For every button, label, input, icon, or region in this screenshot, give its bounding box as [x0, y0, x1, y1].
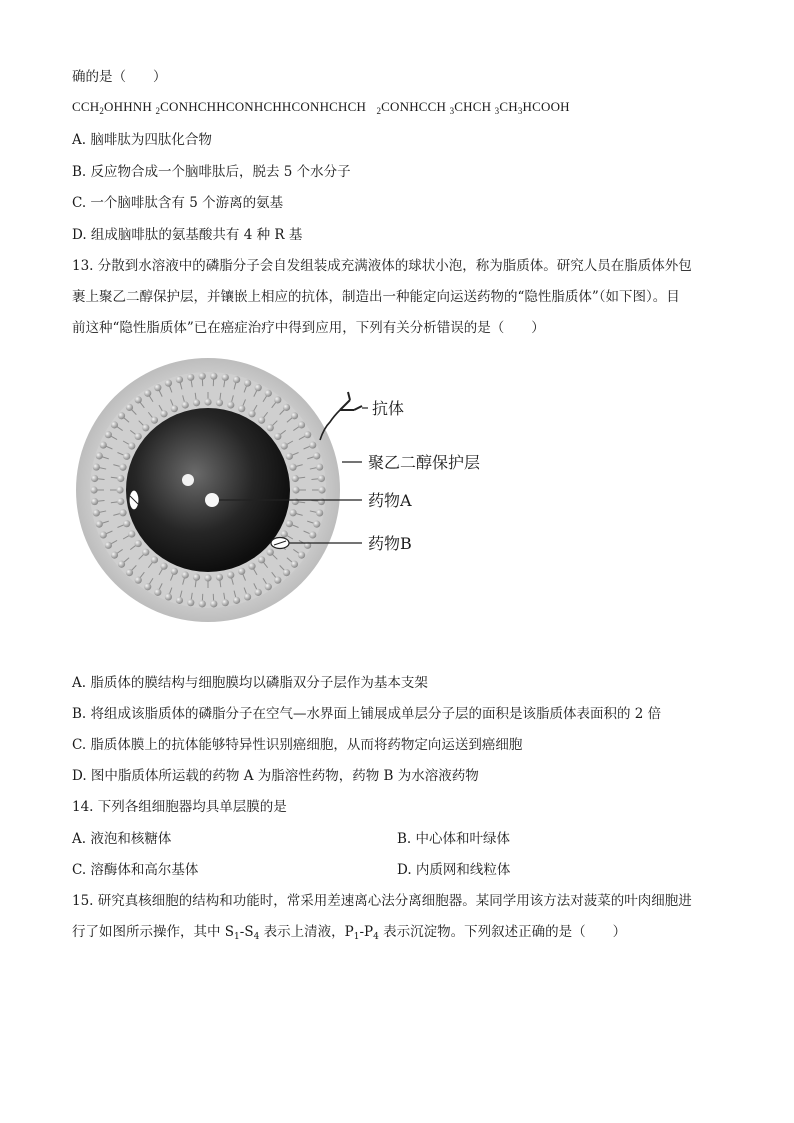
- lipid-head: [227, 401, 234, 408]
- q14-stem: 14. 下列各组细胞器均具单层膜的是: [72, 799, 287, 815]
- q12-stem-tail: 确的是（ ）: [72, 69, 167, 85]
- label-antibody: 抗体: [372, 399, 405, 418]
- lipid-head: [96, 452, 103, 459]
- lipid-head: [233, 376, 240, 383]
- lipid-head: [248, 563, 255, 570]
- lipid-head: [165, 593, 172, 600]
- lipid-head: [204, 398, 211, 405]
- lipid-head: [117, 475, 124, 482]
- lipid-head: [135, 396, 142, 403]
- lipid-head: [309, 441, 316, 448]
- label-peg-layer: 聚乙二醇保护层: [368, 453, 481, 472]
- aqueous-core: [126, 408, 290, 572]
- lipid-head: [126, 404, 133, 411]
- lipid-head: [123, 453, 130, 460]
- q14-option-d: D. 内质网和线粒体: [397, 862, 511, 878]
- lipid-head: [199, 373, 206, 380]
- lipid-head: [265, 583, 272, 590]
- lipid-head: [291, 561, 298, 568]
- q13-stem-line2: 裹上聚乙二醇保护层，并镶嵌上相应的抗体，制造出一种能定向运送药物的“隐性脂质体”（如下图）。目: [72, 289, 680, 305]
- lipid-head: [281, 530, 288, 537]
- lipid-head: [267, 424, 274, 431]
- lipid-head: [128, 442, 135, 449]
- lipid-head: [100, 441, 107, 448]
- lipid-head: [91, 475, 98, 482]
- lipid-head: [255, 384, 262, 391]
- lipid-head: [286, 453, 293, 460]
- q12-formula: $CCH_2OHHNH$ $_2$CONHCHHCONHCHHCONHCHCH $_2$CONHCCH $_3$CHCH $_3CH_3HCOOH$: [72, 99, 570, 116]
- lipid-head: [289, 509, 296, 516]
- lipid-head: [248, 410, 255, 417]
- lipid-head: [274, 433, 281, 440]
- q14-option-c: C. 溶酶体和高尔基体: [72, 862, 199, 878]
- lipid-head: [244, 379, 251, 386]
- lipid-head: [176, 376, 183, 383]
- lipid-head: [283, 569, 290, 576]
- lipid-head: [318, 498, 325, 505]
- lipid-head: [100, 531, 107, 538]
- lipid-head: [135, 577, 142, 584]
- lipid-head: [255, 589, 262, 596]
- lipid-head: [292, 475, 299, 482]
- lipid-head: [119, 509, 126, 516]
- lipid-head: [105, 431, 112, 438]
- lipid-head: [171, 568, 178, 575]
- lipid-head: [123, 520, 130, 527]
- lipid-head: [309, 531, 316, 538]
- lipid-head: [171, 405, 178, 412]
- liposome-figure: [72, 350, 532, 640]
- lipid-head: [90, 486, 97, 493]
- q12-option-a: A. 脑啡肽为四肽化合物: [72, 132, 212, 148]
- lipid-head: [193, 574, 200, 581]
- drug-b-particle: [129, 490, 139, 510]
- lipid-head: [187, 599, 194, 606]
- lipid-head: [199, 600, 206, 607]
- lipid-head: [117, 498, 124, 505]
- lipid-head: [187, 374, 194, 381]
- lipid-head: [182, 401, 189, 408]
- lipid-head: [142, 424, 149, 431]
- lipid-head: [304, 431, 311, 438]
- lipid-head: [165, 379, 172, 386]
- lipid-head: [93, 463, 100, 470]
- lipid-head: [193, 399, 200, 406]
- lipid-head: [318, 486, 325, 493]
- q13-option-a: A. 脂质体的膜结构与细胞膜均以磷脂双分子层作为基本支架: [72, 675, 428, 691]
- q15-stem-line1: 15. 研究真核细胞的结构和功能时，常采用差速离心法分离细胞器。某同学用该方法对菠菜的叶肉细胞进: [72, 893, 692, 909]
- lipid-head: [151, 417, 158, 424]
- q12-option-d: D. 组成脑啡肽的氨基酸共有 4 种 R 基: [72, 227, 303, 243]
- lipid-head: [160, 410, 167, 417]
- lipid-head: [222, 374, 229, 381]
- lipid-head: [210, 373, 217, 380]
- lipid-head: [182, 571, 189, 578]
- lipid-head: [289, 464, 296, 471]
- lipid-head: [298, 421, 305, 428]
- lipid-head: [227, 571, 234, 578]
- drug-a-particle: [205, 493, 219, 507]
- lipid-head: [93, 509, 100, 516]
- lipid-head: [313, 452, 320, 459]
- q14-option-a: A. 液泡和核糖体: [72, 831, 172, 847]
- lipid-head: [238, 568, 245, 575]
- lipid-head: [154, 384, 161, 391]
- lipid-head: [298, 552, 305, 559]
- lipid-head: [119, 464, 126, 471]
- q12-option-c: C. 一个脑啡肽含有 5 个游离的氨基: [72, 195, 284, 211]
- lipid-head: [316, 509, 323, 516]
- lipid-head: [210, 600, 217, 607]
- lipid-head: [286, 520, 293, 527]
- lipid-head: [144, 390, 151, 397]
- lipid-head: [216, 399, 223, 406]
- lipid-head: [111, 552, 118, 559]
- lipid-head: [316, 463, 323, 470]
- lipid-head: [318, 475, 325, 482]
- q12-option-b: B. 反应物合成一个脑啡肽后，脱去 5 个水分子: [72, 164, 351, 180]
- lipid-head: [313, 521, 320, 528]
- lipid-head: [244, 593, 251, 600]
- lipid-head: [135, 540, 142, 547]
- lipid-head: [238, 405, 245, 412]
- q14-option-b: B. 中心体和叶绿体: [397, 831, 511, 847]
- lipid-head: [292, 498, 299, 505]
- lipid-head: [135, 433, 142, 440]
- lipid-head: [292, 486, 299, 493]
- lipid-head: [267, 549, 274, 556]
- lipid-head: [154, 589, 161, 596]
- lipid-head: [216, 574, 223, 581]
- lipid-head: [283, 404, 290, 411]
- lipid-head: [176, 597, 183, 604]
- lipid-head: [258, 417, 265, 424]
- lipid-head: [111, 421, 118, 428]
- lipid-head: [233, 597, 240, 604]
- lipid-head: [265, 390, 272, 397]
- lipid-head: [274, 577, 281, 584]
- lipid-head: [118, 561, 125, 568]
- lipid-head: [258, 556, 265, 563]
- q15-stem-line2: 行了如图所示操作，其中 $S_1-S_4$ 表示上清液，$P_1-P_4$ 表示沉淀物。下列叙述正确的是（ ）: [72, 924, 627, 942]
- lipid-head: [144, 583, 151, 590]
- label-drug-b: 药物B: [368, 534, 412, 553]
- lipid-head: [160, 563, 167, 570]
- lipid-head: [291, 412, 298, 419]
- lipid-head: [222, 599, 229, 606]
- lipid-head: [126, 569, 133, 576]
- lipid-head: [105, 542, 112, 549]
- lipid-head: [128, 530, 135, 537]
- lipid-head: [204, 574, 211, 581]
- q13-option-b: B. 将组成该脂质体的磷脂分子在空气—水界面上铺展成单层分子层的面积是该脂质体表面积的 2 倍: [72, 706, 662, 722]
- lipid-head: [96, 521, 103, 528]
- q13-option-d: D. 图中脂质体所运载的药物 A 为脂溶性药物，药物 B 为水溶液药物: [72, 768, 479, 784]
- lipid-head: [142, 549, 149, 556]
- q13-option-c: C. 脂质体膜上的抗体能够特异性识别癌细胞，从而将药物定向运送到癌细胞: [72, 737, 523, 753]
- q13-stem-line3: 前这种“隐性脂质体”已在癌症治疗中得到应用，下列有关分析错误的是（ ）: [72, 320, 545, 336]
- lipid-head: [274, 396, 281, 403]
- drug-a-particle: [182, 474, 194, 486]
- lipid-head: [118, 412, 125, 419]
- q13-stem-line1: 13. 分散到水溶液中的磷脂分子会自发组装成充满液体的球状小泡，称为脂质体。研究人员在脂质体外包: [72, 258, 692, 274]
- lipid-head: [281, 442, 288, 449]
- lipid-head: [91, 498, 98, 505]
- lipid-head: [151, 556, 158, 563]
- lipid-head: [116, 486, 123, 493]
- label-drug-a: 药物A: [368, 491, 412, 510]
- drug-b-particle: [271, 538, 289, 549]
